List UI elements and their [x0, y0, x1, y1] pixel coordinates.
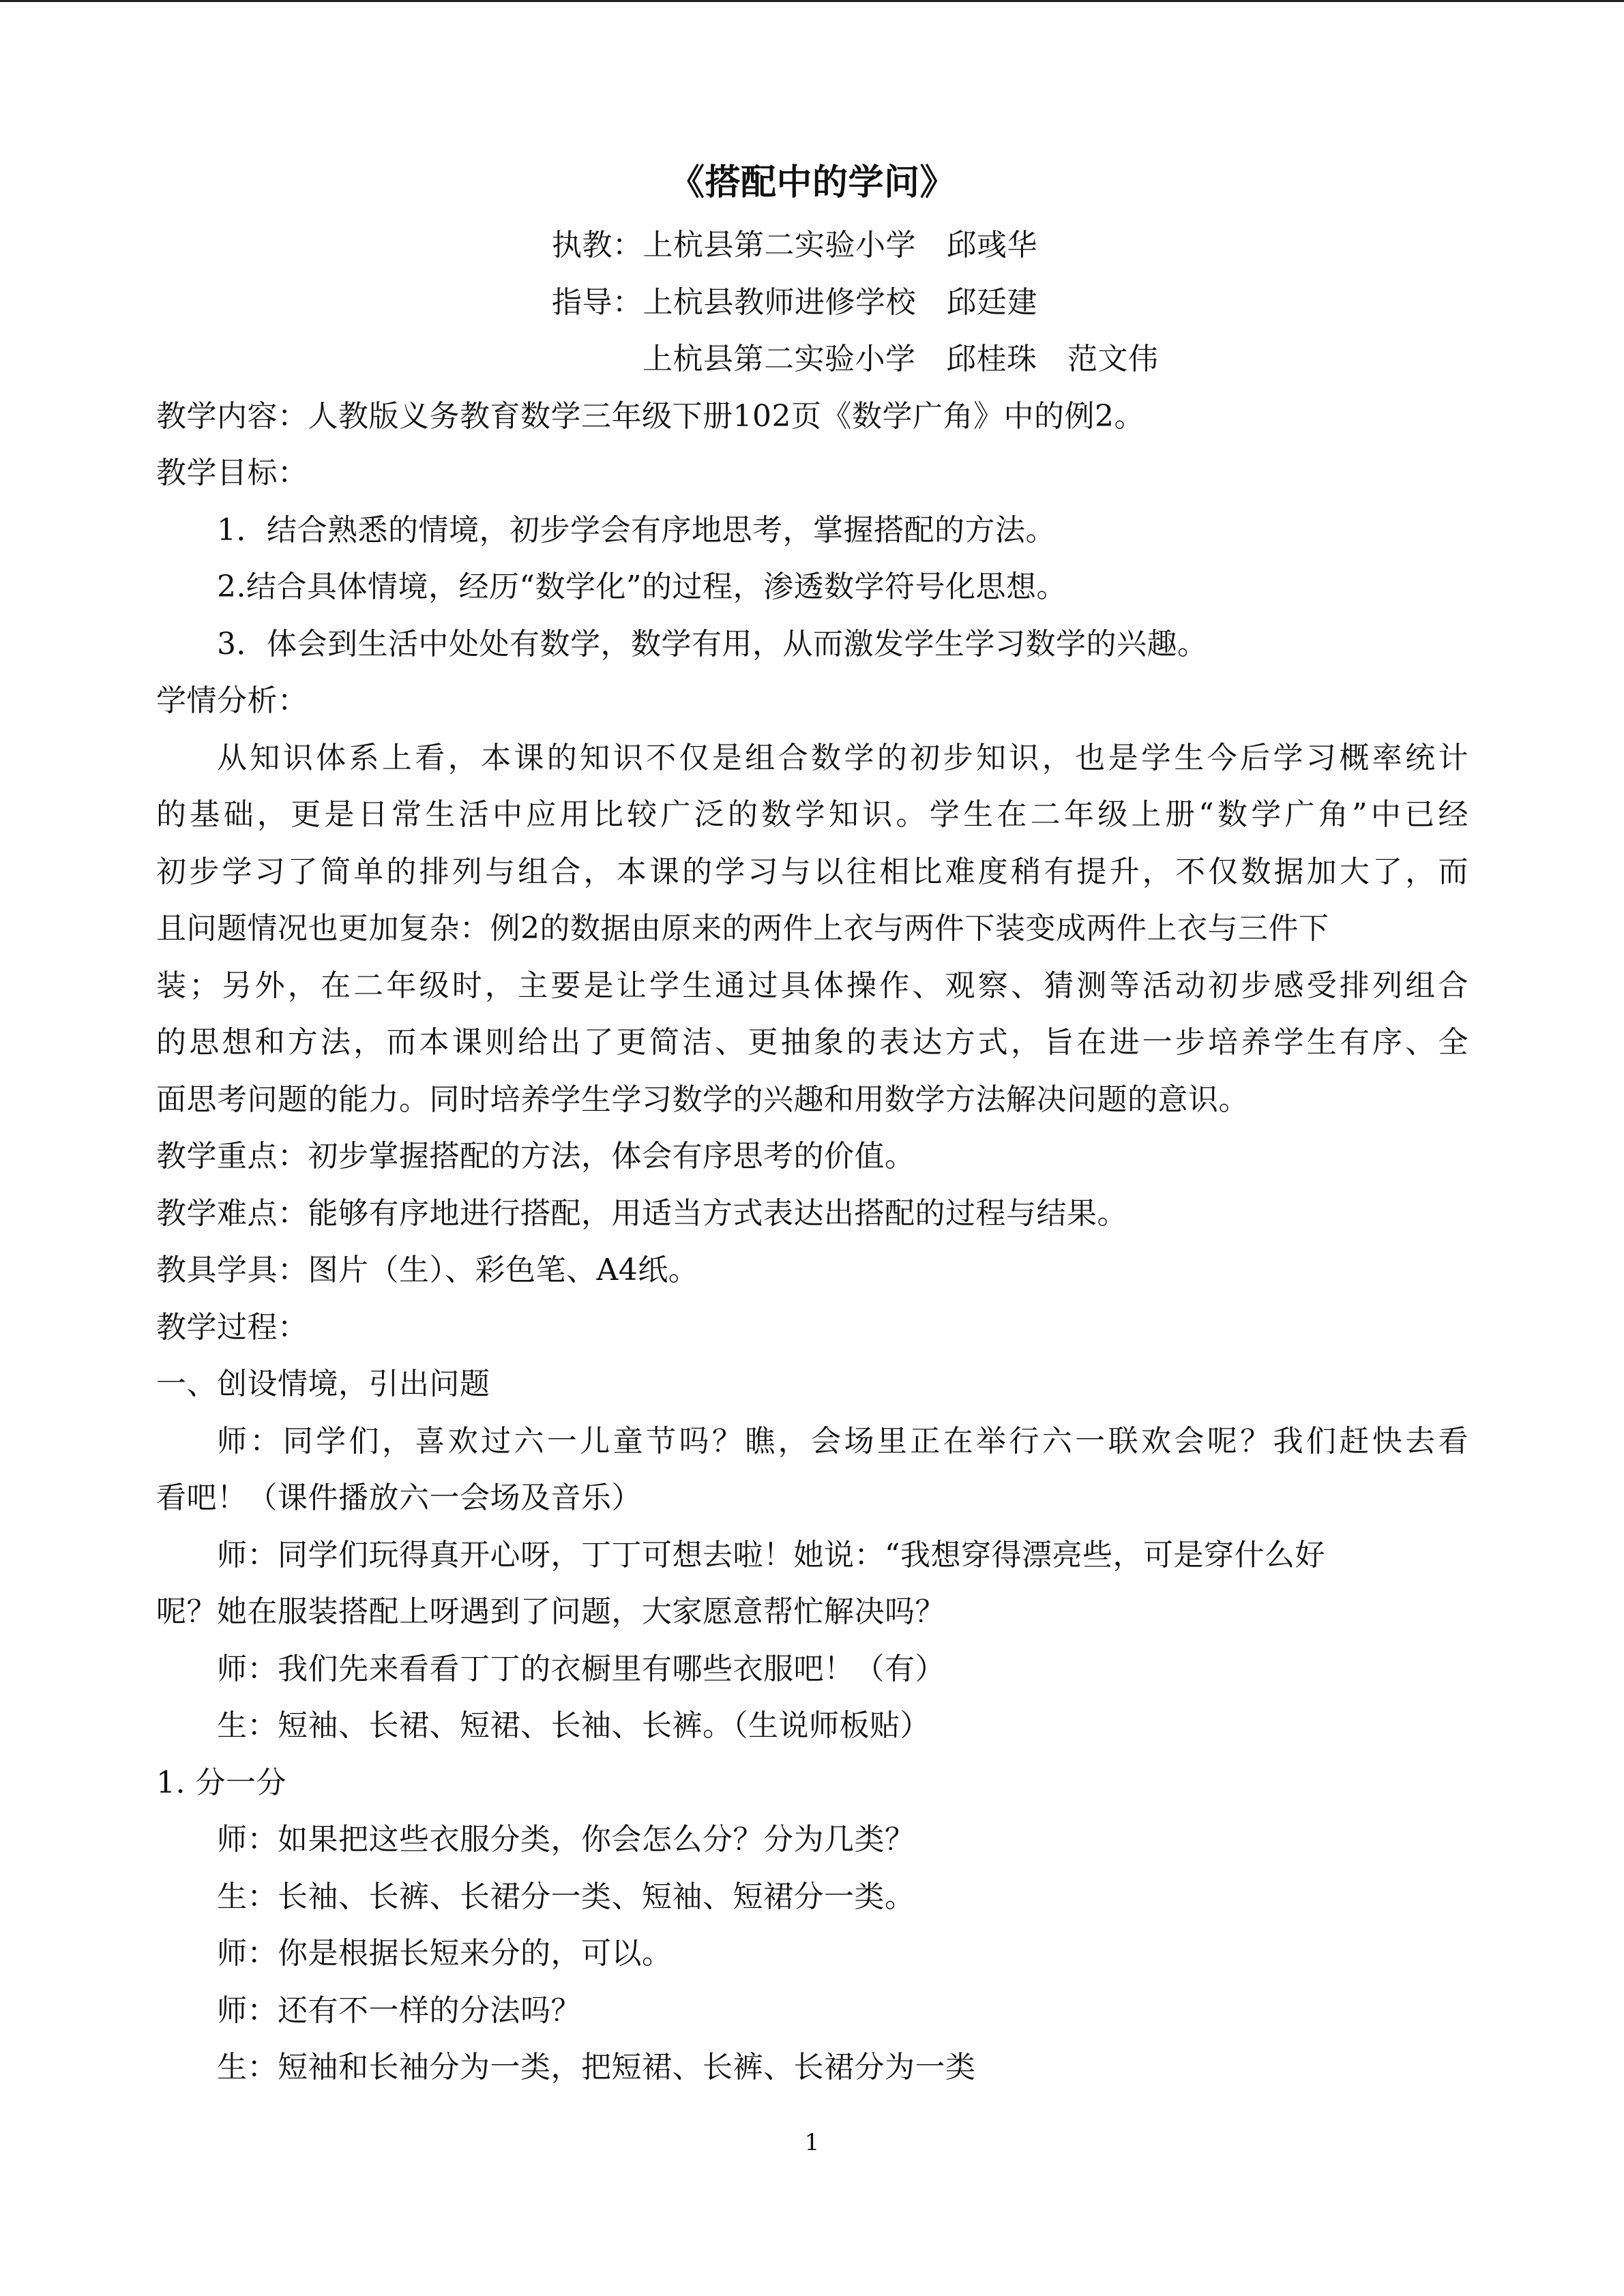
- analysis-line: 面思考问题的能力。同时培养学生学习数学的兴趣和用数学方法解决问题的意识。: [156, 1082, 1249, 1117]
- dialogue-line: 看吧！（课件播放六一会场及音乐）: [156, 1480, 642, 1515]
- subsection-heading: 1. 分一分: [156, 1765, 286, 1800]
- dialogue-line: 师：我们先来看看丁丁的衣橱里有哪些衣服吧！（有）: [217, 1651, 945, 1686]
- goal-item: 3．体会到生活中处处有数学，数学有用，从而激发学生学习数学的兴趣。: [217, 626, 1208, 661]
- dialogue-line: 呢？她在服装搭配上呀遇到了问题，大家愿意帮忙解决吗？: [156, 1594, 945, 1629]
- dialogue-line: 生：短袖和长袖分为一类，把短裙、长裤、长裙分为一类: [217, 2050, 976, 2085]
- document-title: 《搭配中的学问》: [668, 162, 956, 203]
- analysis-line: 装；另外，在二年级时，主要是让学生通过具体操作、观察、猜测等活动初步感受排列组合: [156, 968, 1468, 1003]
- goals-heading: 教学目标：: [156, 456, 308, 490]
- dialogue-line: 师：同学们，喜欢过六一儿童节吗？瞧，会场里正在举行六一联欢会呢？我们赶快去看: [217, 1423, 1468, 1459]
- teaching-content: 教学内容：人教版义务教育数学三年级下册102页《数学广角》中的例2。: [156, 398, 1145, 434]
- credit-teacher: 执教：上杭县第二实验小学 邱彧华: [552, 228, 1037, 263]
- materials: 教具学具：图片（生）、彩色笔、A4纸。: [156, 1253, 699, 1287]
- analysis-line: 且问题情况也更加复杂：例2的数据由原来的两件上衣与两件下装变成两件上衣与三件下: [156, 911, 1329, 946]
- dialogue-line: 师：如果把这些衣服分类，你会怎么分？分为几类？: [217, 1822, 915, 1857]
- analysis-line: 的思想和方法，而本课则给出了更简洁、更抽象的表达方式，旨在进一步培养学生有序、全: [156, 1025, 1468, 1060]
- key-point: 教学重点：初步掌握搭配的方法，体会有序思考的价值。: [156, 1139, 915, 1174]
- dialogue-line: 生：长袖、长裤、长裙分一类、短袖、短裙分一类。: [217, 1879, 915, 1914]
- goal-item: 1．结合熟悉的情境，初步学会有序地思考，掌握搭配的方法。: [217, 512, 1056, 548]
- dialogue-line: 师：同学们玩得真开心呀，丁丁可想去啦！她说：“我想穿得漂亮些，可是穿什么好: [217, 1537, 1325, 1572]
- section-heading: 一、创设情境，引出问题: [156, 1367, 490, 1401]
- page-number: 1: [804, 2129, 820, 2156]
- credit-guide-2: 上杭县第二实验小学 邱桂珠 范文伟: [643, 342, 1159, 376]
- process-heading: 教学过程：: [156, 1309, 308, 1345]
- dialogue-line: 师：还有不一样的分法吗？: [217, 1993, 581, 2028]
- analysis-line: 的基础，更是日常生活中应用比较广泛的数学知识。学生在二年级上册“数学广角”中已经: [156, 797, 1468, 832]
- dialogue-line: 生：短袖、长裙、短裙、长袖、长裤。（生说师板贴）: [217, 1708, 930, 1743]
- document-body: [156, 149, 1468, 2096]
- analysis-heading: 学情分析：: [156, 683, 308, 718]
- analysis-line: 初步学习了简单的排列与组合，本课的学习与以往相比难度稍有提升，不仅数据加大了，而: [156, 854, 1468, 889]
- analysis-line: 从知识体系上看，本课的知识不仅是组合数学的初步知识，也是学生今后学习概率统计: [217, 740, 1468, 775]
- difficulty-point: 教学难点：能够有序地进行搭配，用适当方式表达出搭配的过程与结果。: [156, 1195, 1127, 1231]
- dialogue-line: 师：你是根据长短来分的，可以。: [217, 1936, 673, 1971]
- top-border-line: [0, 0, 1624, 2]
- goal-item: 2.结合具体情境，经历“数学化”的过程，渗透数学符号化思想。: [217, 569, 1067, 604]
- credit-guide: 指导：上杭县教师进修学校 邱廷建: [552, 284, 1037, 320]
